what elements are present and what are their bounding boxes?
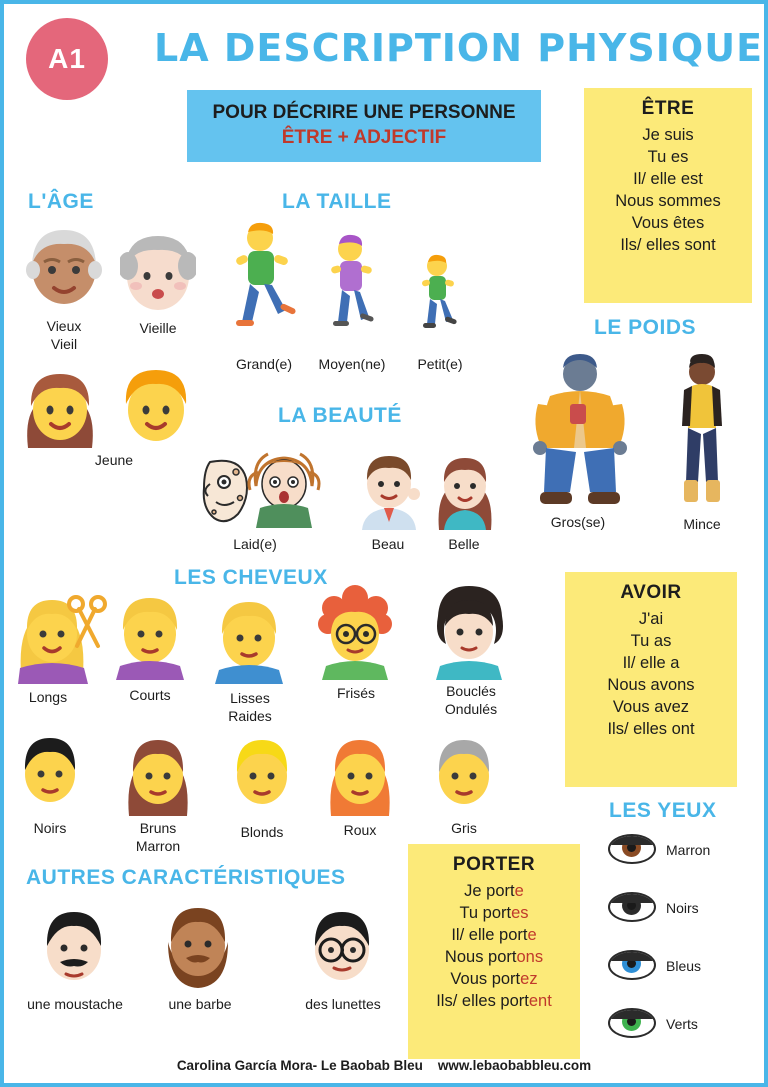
caption-boucles-ondules: Bouclés Ondulés [444, 683, 498, 717]
caption-moustache: une moustache [27, 996, 123, 1012]
section-heading-beaute: LA BEAUTÉ [278, 404, 402, 427]
illustration-gros [530, 352, 630, 512]
etre-line: Il/ elle est [633, 170, 703, 188]
level-badge: A1 [26, 18, 108, 100]
illustration-mince [670, 354, 734, 512]
etre-line: Ils/ elles sont [620, 236, 716, 254]
illustration-grand [226, 222, 298, 332]
illustration-vieille [120, 230, 196, 316]
caption-gros: Gros(se) [550, 514, 606, 530]
caption-roux: Roux [343, 822, 377, 838]
porter-line: Ils/ elles portent [436, 992, 552, 1010]
eye-marron [608, 834, 658, 866]
caption-belle: Belle [448, 536, 480, 552]
avoir-line: Il/ elle a [622, 654, 680, 672]
eyelash [610, 892, 654, 903]
caption-gris: Gris [451, 820, 477, 836]
eye-verts [608, 1008, 658, 1040]
eye-shape [608, 834, 656, 864]
avoir-line: Ils/ elles ont [607, 720, 695, 738]
caption-barbe: une barbe [168, 996, 232, 1012]
caption-vieille: Vieille [139, 320, 177, 336]
illustration-cheveux-roux [322, 730, 398, 816]
avoir-line: Vous avez [612, 698, 690, 716]
illustration-cheveux-noirs [14, 730, 86, 814]
illustration-moyen [322, 234, 380, 332]
eyelash [610, 834, 654, 845]
conjugation-box-porter [408, 844, 580, 1059]
footer [4, 1058, 764, 1073]
caption-frises: Frisés [336, 685, 376, 701]
illustration-barbe [156, 902, 240, 994]
instruction-banner [187, 90, 541, 162]
caption-laid: Laid(e) [233, 536, 277, 552]
eye-bleus [608, 950, 658, 982]
caption-yeux-bleus: Bleus [666, 958, 702, 974]
caption-mince: Mince [683, 516, 721, 532]
etre-line: Vous êtes [631, 214, 705, 232]
caption-lunettes: des lunettes [305, 996, 381, 1012]
footer-url[interactable]: www.lebaobabbleu.com [437, 1058, 592, 1073]
caption-yeux-marron: Marron [666, 842, 711, 858]
etre-line: Tu es [647, 148, 689, 166]
illustration-belle [432, 454, 498, 530]
illustration-jeune-femme [20, 362, 100, 448]
section-heading-yeux: LES YEUX [609, 799, 717, 822]
illustration-jeune-homme [116, 360, 196, 446]
caption-courts: Courts [129, 687, 171, 703]
banner-line-1: POUR DÉCRIRE UNE PERSONNE [212, 102, 516, 124]
etre-line: Je suis [642, 126, 694, 144]
conjugation-box-avoir [565, 572, 737, 787]
porter-line: Tu portes [459, 904, 529, 922]
illustration-cheveux-courts [110, 588, 190, 680]
porter-line: Je porte [464, 882, 524, 900]
illustration-cheveux-bruns [120, 730, 196, 816]
page-title: LA DESCRIPTION PHYSIQUE [154, 26, 764, 70]
caption-yeux-noirs: Noirs [666, 900, 699, 916]
illustration-moustache [32, 904, 116, 992]
illustration-cheveux-gris [428, 732, 500, 816]
porter-line: Vous portez [450, 970, 538, 988]
scissors-icon [66, 594, 110, 654]
porter-line: Nous portons [444, 948, 544, 966]
conjugation-box-etre [584, 88, 752, 303]
illustration-beau [356, 454, 422, 530]
avoir-line: J'ai [638, 610, 664, 628]
caption-blonds: Blonds [240, 824, 284, 840]
caption-bruns-marron: Bruns Marron [135, 820, 181, 854]
caption-petit: Petit(e) [417, 356, 463, 372]
caption-moyen: Moyen(ne) [318, 356, 386, 372]
banner-line-2: ÊTRE + ADJECTIF [281, 127, 447, 148]
box-title-etre: ÊTRE [641, 98, 695, 119]
eyelash [610, 950, 654, 961]
illustration-cheveux-frises [314, 584, 396, 680]
etre-line: Nous sommes [615, 192, 721, 210]
section-heading-cheveux: LES CHEVEUX [174, 566, 328, 589]
footer-author: Carolina García Mora- Le Baobab Bleu [176, 1058, 423, 1073]
illustration-petit [414, 254, 462, 332]
illustration-vieux [26, 222, 102, 314]
box-title-avoir: AVOIR [620, 582, 682, 603]
caption-lisses-raides: Lisses Raides [228, 690, 272, 724]
eye-noirs [608, 892, 658, 924]
avoir-line: Nous avons [607, 676, 695, 694]
caption-vieux: Vieux Vieil [46, 318, 82, 352]
caption-jeune: Jeune [94, 452, 134, 468]
caption-noirs: Noirs [33, 820, 67, 836]
caption-longs: Longs [28, 689, 68, 705]
illustration-cheveux-lisses [210, 592, 288, 684]
illustration-laide-2 [244, 452, 324, 528]
caption-beau: Beau [371, 536, 405, 552]
illustration-cheveux-boucles [428, 582, 510, 680]
illustration-cheveux-blonds [226, 732, 298, 816]
section-heading-age: L'ÂGE [28, 190, 94, 213]
section-heading-poids: LE POIDS [594, 316, 697, 339]
caption-yeux-verts: Verts [666, 1016, 698, 1032]
illustration-lunettes [300, 904, 384, 992]
section-heading-autres: AUTRES CARACTÉRISTIQUES [26, 866, 346, 889]
porter-line: Il/ elle porte [451, 926, 537, 944]
eye-shape [608, 1008, 656, 1038]
box-title-porter: PORTER [452, 854, 536, 875]
avoir-line: Tu as [630, 632, 672, 650]
eyelash [610, 1008, 654, 1019]
eye-shape [608, 950, 656, 980]
section-heading-taille: LA TAILLE [282, 190, 392, 213]
caption-grand: Grand(e) [235, 356, 293, 372]
eye-shape [608, 892, 656, 922]
